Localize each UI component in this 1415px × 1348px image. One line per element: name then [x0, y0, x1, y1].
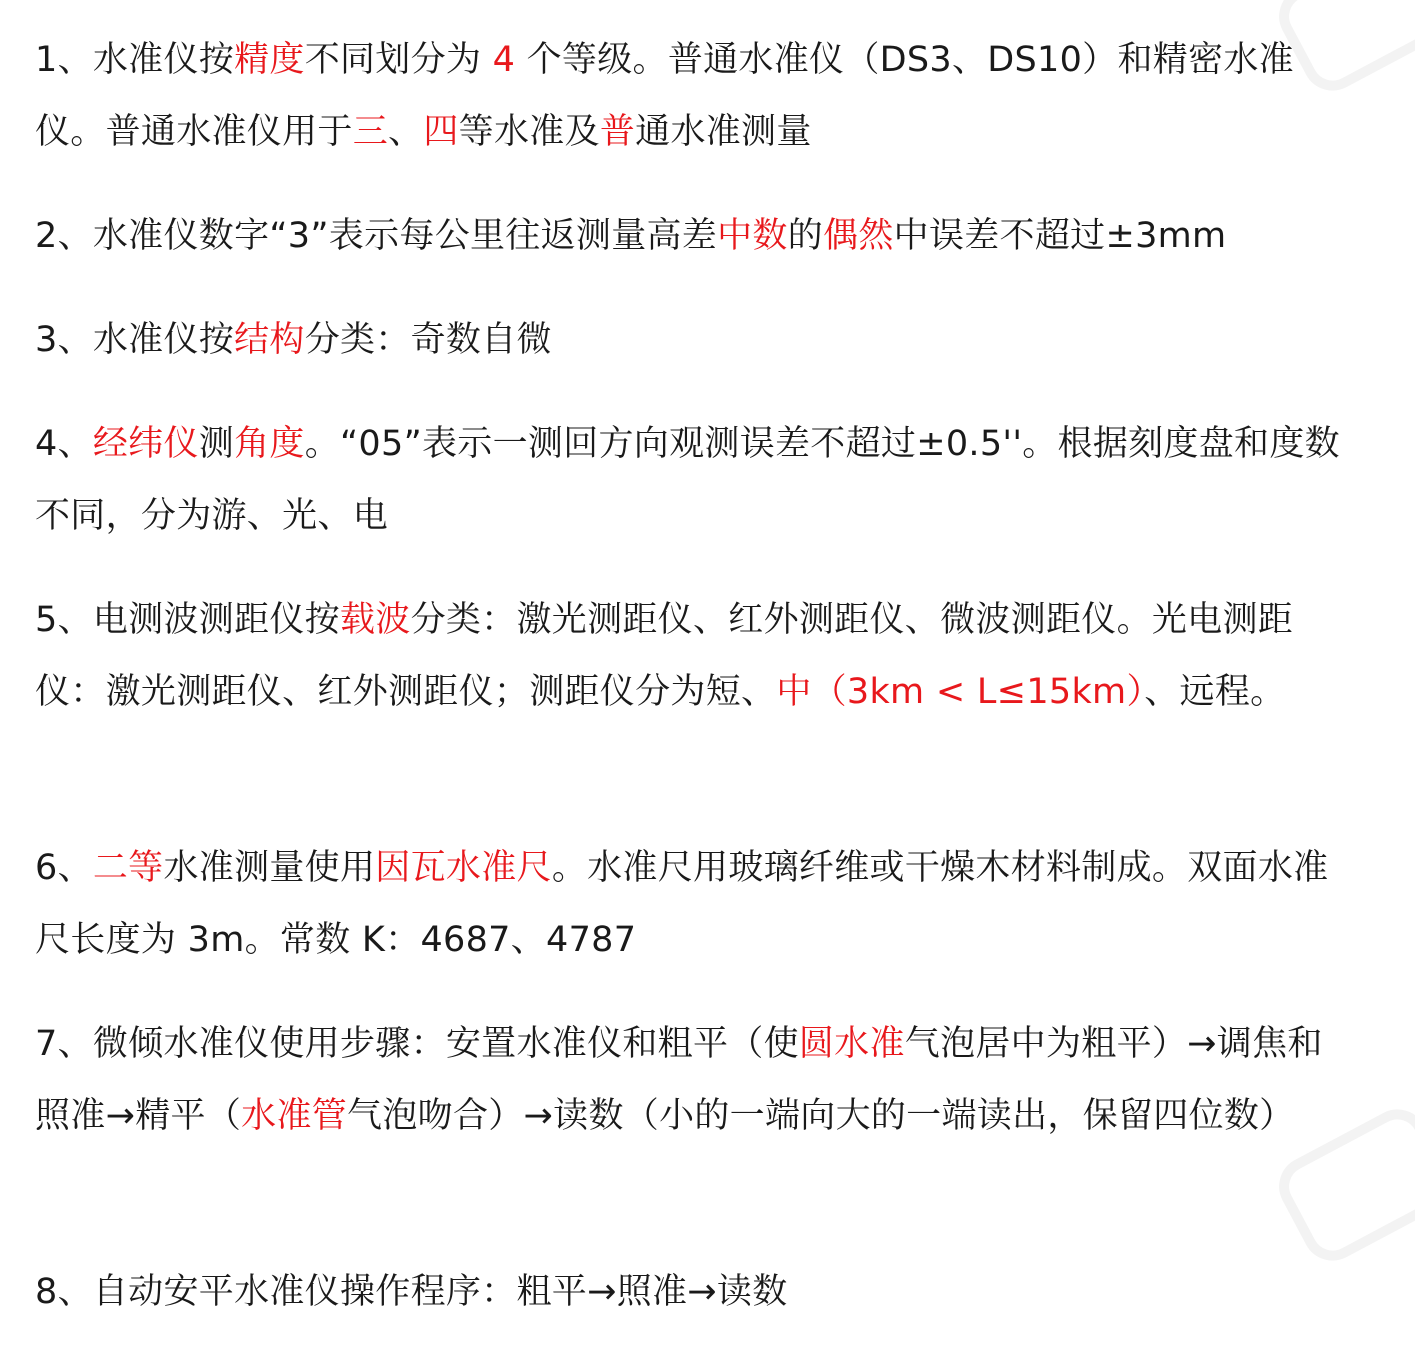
highlight-text: 二等: [92, 848, 164, 888]
body-text: 4、: [35, 424, 93, 464]
body-text: 2、水准仪数字“3”表示每公里往返测量高差: [35, 216, 718, 256]
highlight-text: 精度: [234, 40, 305, 80]
body-text: 5、电测波测距仪按: [35, 600, 340, 640]
paragraph-3: [35, 304, 1355, 376]
body-text: 气泡居中为粗平）→调焦和照准→精平（: [35, 1024, 1323, 1136]
paragraph-5: [35, 584, 1355, 728]
body-text: 个等级。普通水准仪（DS3、DS10）和精密水准仪。普通水准仪用于: [35, 40, 1294, 152]
paragraph-4: [35, 408, 1355, 552]
highlight-text: 角度: [234, 424, 305, 464]
highlight-text: 偶然: [823, 216, 894, 256]
highlight-text: 结构: [234, 320, 305, 360]
body-text: 。水准尺用玻璃纤维或干燥木材料制成。双面水准尺长度为 3m。常数 K：4687、4787: [35, 848, 1329, 960]
body-text: 、远程。: [1144, 672, 1286, 712]
body-text: 中误差不超过±3mm: [893, 216, 1227, 256]
highlight-text: 载波: [339, 600, 411, 640]
paragraph-6: [35, 832, 1355, 976]
highlight-text: 四: [423, 112, 459, 152]
body-text: 的: [787, 216, 824, 256]
body-text: 、: [388, 112, 424, 152]
highlight-text: 4: [492, 40, 516, 80]
body-text: 6、: [35, 848, 93, 888]
body-text: 8、自动安平水准仪操作程序：粗平→照准→读数: [35, 1272, 788, 1312]
paragraph-8: [35, 1256, 1355, 1328]
body-text: 水准测量使用: [163, 848, 376, 888]
highlight-text: 水准管: [241, 1096, 348, 1136]
highlight-text: 经纬仪: [92, 424, 199, 464]
body-text: 测: [198, 424, 235, 464]
body-text: 7、微倾水准仪使用步骤：安置水准仪和粗平（使: [35, 1024, 799, 1064]
highlight-text: 中数: [717, 216, 788, 256]
body-text: 1、水准仪按: [35, 40, 235, 80]
highlight-text: 三: [352, 112, 389, 152]
body-text: 不同划分为: [304, 40, 493, 80]
highlight-text: 普: [599, 112, 636, 152]
highlight-text: 因瓦水准尺: [375, 848, 552, 888]
highlight-text: 圆水准: [798, 1024, 905, 1064]
paragraph-7: [35, 1008, 1355, 1152]
body-text: 气泡吻合）→读数（小的一端向大的一端读出，保留四位数）: [347, 1096, 1295, 1136]
highlight-text: 中（3km < L≤15km）: [776, 672, 1145, 712]
paragraph-2: [35, 200, 1355, 272]
body-text: 等水准及: [458, 112, 600, 152]
body-text: 分类：奇数自微: [304, 320, 552, 360]
paragraph-1: [35, 24, 1355, 168]
body-text: 分类：激光测距仪、红外测距仪、微波测距仪。光电测距仪：激光测距仪、红外测距仪；测距仪分为短、: [35, 600, 1294, 712]
body-text: 。“05”表示一测回方向观测误差不超过±0.5''。根据刻度盘和度数不同，分为游、光、电: [35, 424, 1340, 536]
body-text: 通水准测量: [635, 112, 812, 152]
body-text: 3、水准仪按: [35, 320, 235, 360]
